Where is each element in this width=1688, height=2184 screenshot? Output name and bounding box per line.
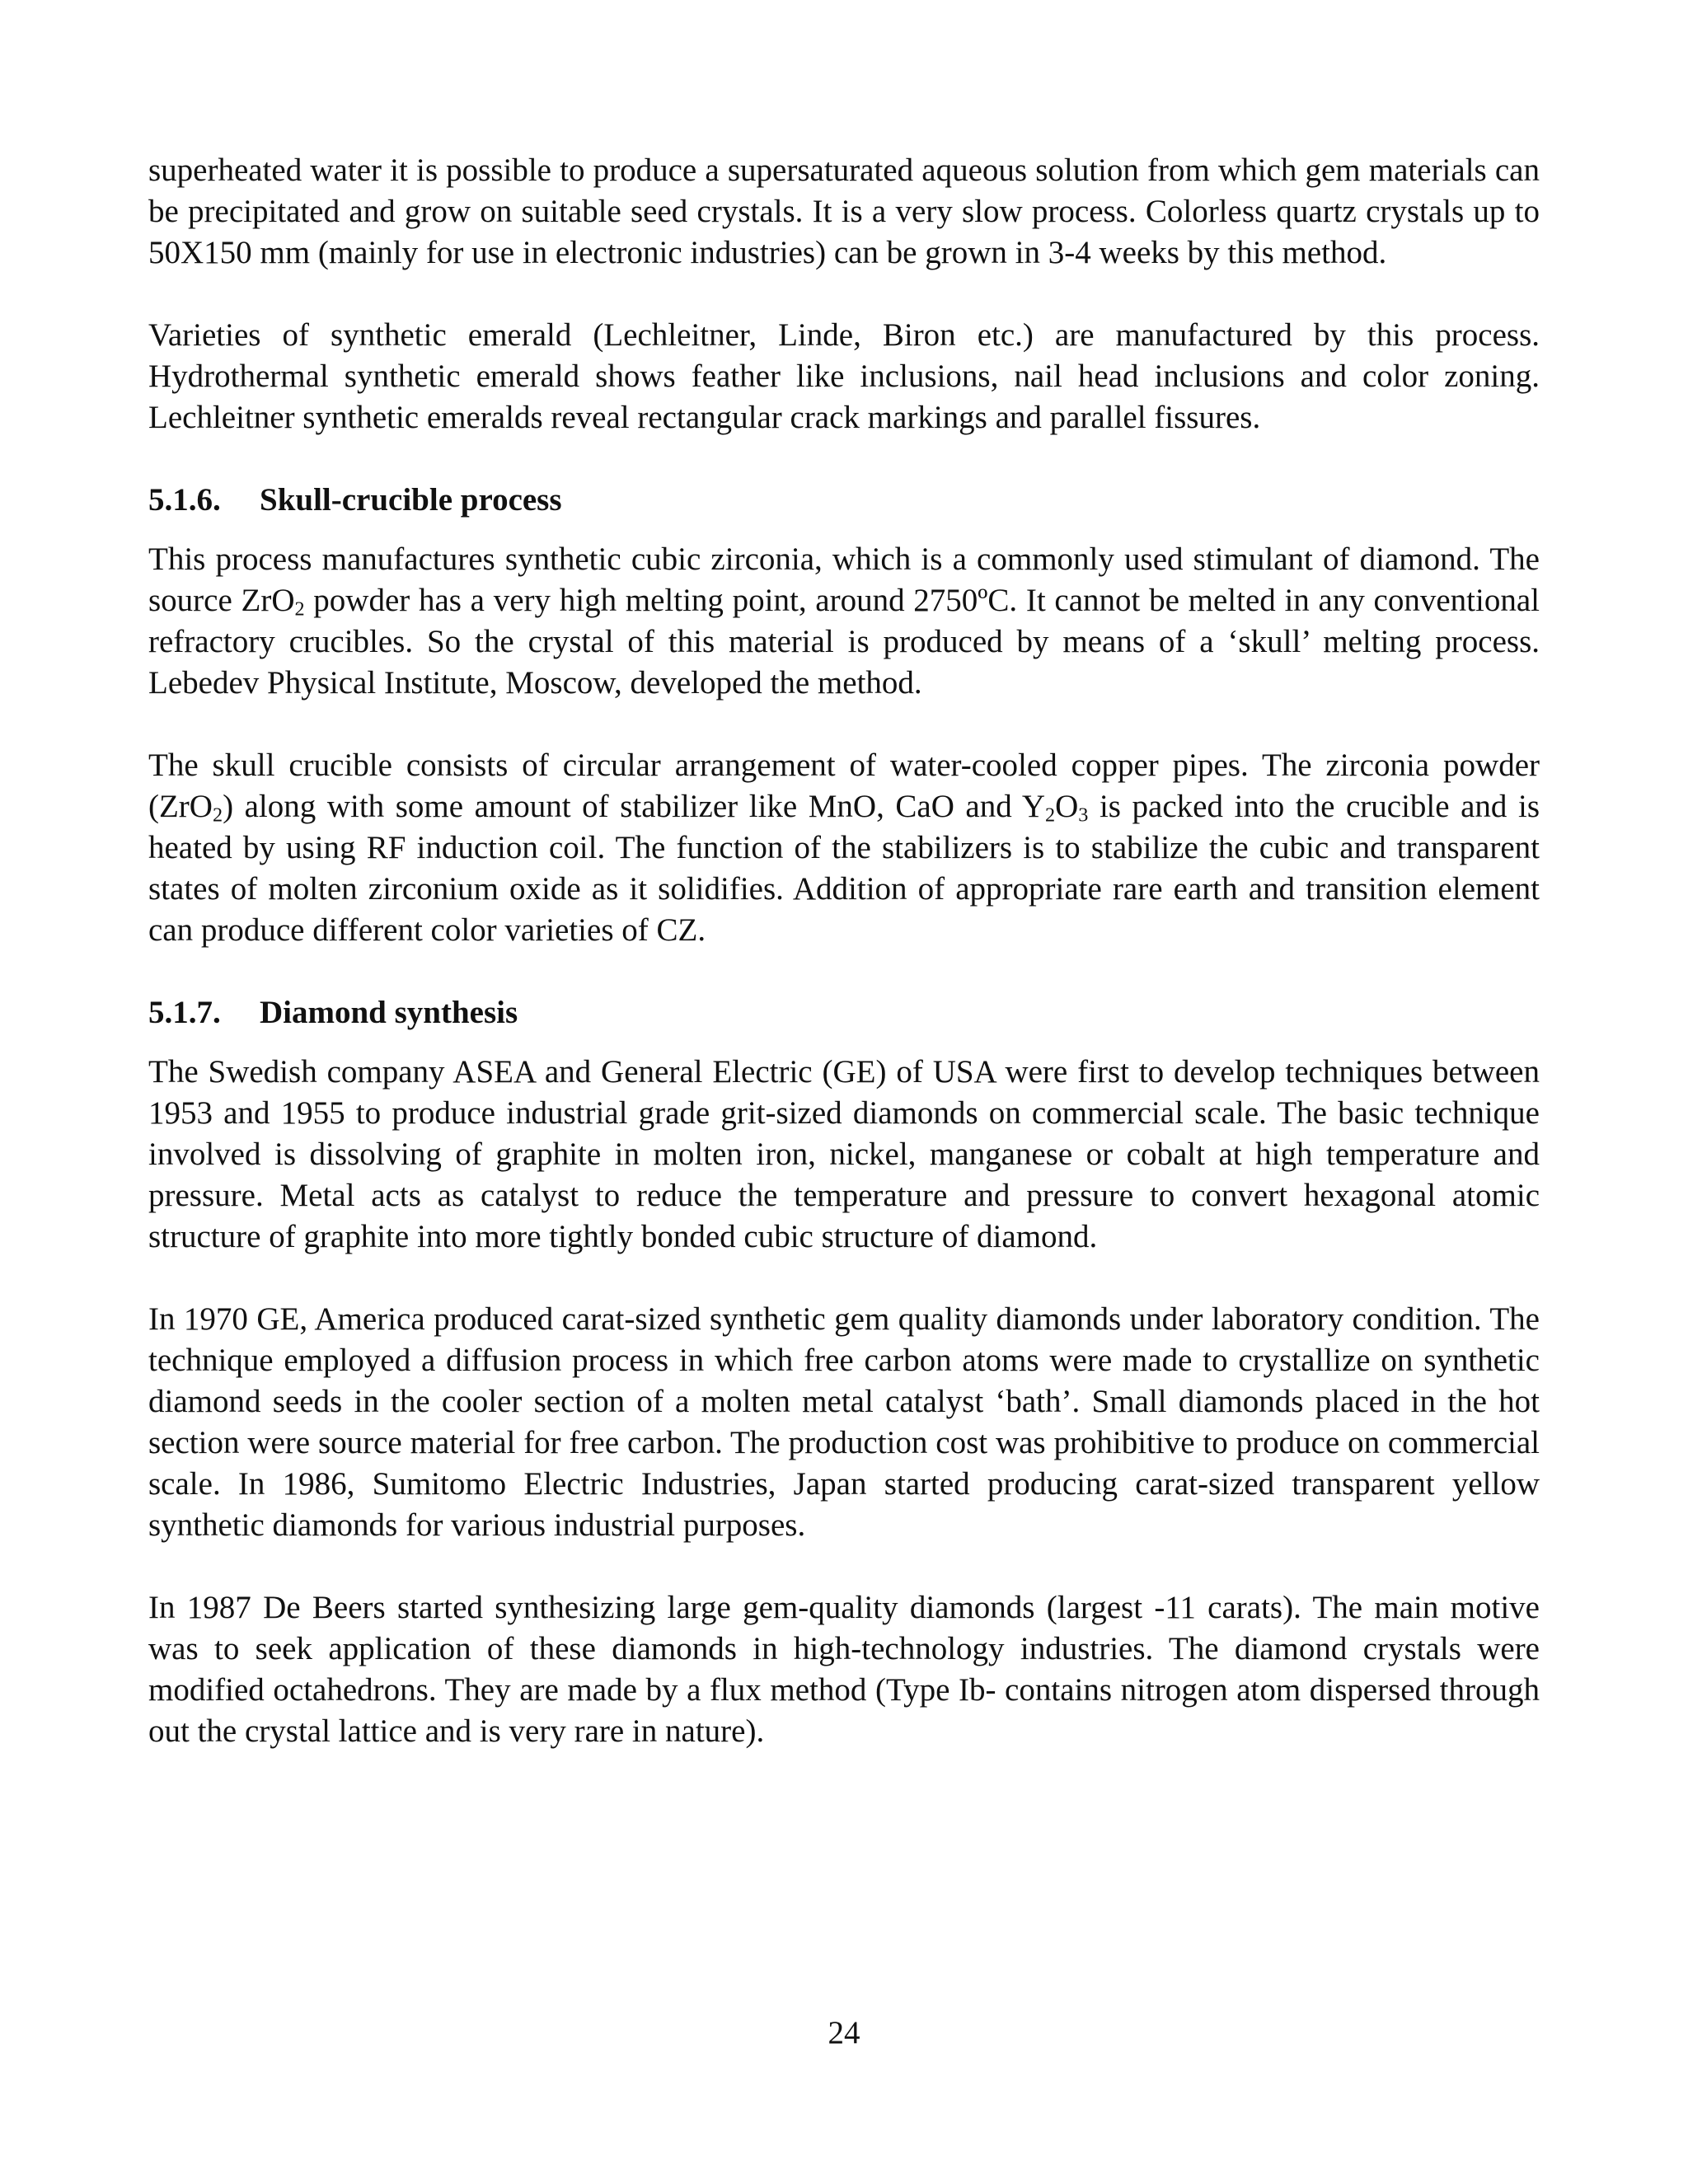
section-number: 5.1.7. bbox=[148, 995, 221, 1030]
paragraph-de-beers: In 1987 De Beers started synthesizing large gem-quality diamonds (largest -11 carats). The main motive was to seek application of these diamonds in high-technology industries. The diamond crystals were modified octahedrons. They are made by a flux method (Type Ib- contains nitrogen atom dispersed through out the crystal lattice and is very rare in nature). bbox=[148, 1590, 1540, 1749]
section-heading-skull-crucible bbox=[148, 480, 1540, 521]
paragraph-synthetic-emerald: Varieties of synthetic emerald (Lechleitner, Linde, Biron etc.) are manufactured by this process. Hydrothermal synthetic emerald shows feather like inclusions, nail head inclusions and color zoning. Lechleitner synthetic emeralds reveal rectangular crack markings and parallel fissures. bbox=[148, 317, 1540, 435]
subscript: 2 bbox=[1045, 804, 1056, 827]
section-heading-diamond-synthesis bbox=[148, 992, 1540, 1033]
text-run: ) along with some amount of stabilizer like MnO, CaO and Y bbox=[223, 789, 1046, 824]
paragraph-cubic-zirconia bbox=[148, 539, 1540, 704]
subscript: 2 bbox=[294, 598, 305, 621]
text-run: is packed into the crucible and is heated by using RF induction coil. The function of the stabilizers is to stabilize the cubic and transparent states of molten zirconium oxide as it solidifies. Addition of appropriate rare earth and transition element can produce different color varieties of CZ. bbox=[148, 789, 1540, 948]
text-run: O bbox=[1055, 789, 1079, 824]
paragraph-hydrothermal-intro: superheated water it is possible to produce a supersaturated aqueous solution from which gem materials can be precipitated and grow on suitable seed crystals. It is a very slow process. Colorless quartz crystals up to 50X150 mm (mainly for use in electronic industries) can be grown in 3-4 weeks by this method. bbox=[148, 152, 1540, 270]
subscript: 3 bbox=[1078, 804, 1089, 827]
text-run: powder has a very high melting point, around 2750ºC. It cannot be melted in any conventional refractory crucibles. So the crystal of this material is produced by means of a ‘skull’ melting process. Lebedev Physical Institute, Moscow, developed the method. bbox=[148, 583, 1540, 701]
page-number: 24 bbox=[828, 2015, 860, 2050]
text-run: This process manufactures synthetic cubic zirconia, which is a commonly used stimulant of diamond. The source ZrO bbox=[148, 541, 1540, 618]
section-title: Skull-crucible process bbox=[260, 482, 562, 518]
paragraph-ge-1970: In 1970 GE, America produced carat-sized synthetic gem quality diamonds under laboratory condition. The technique employed a diffusion process in which free carbon atoms were made to crystallize on synthetic diamond seeds in the cooler section of a molten metal catalyst ‘bath’. Small diamonds placed in the hot section were source material for free carbon. The production cost was prohibitive to produce on commercial scale. In 1986, Sumitomo Electric Industries, Japan started producing carat-sized transparent yellow synthetic diamonds for various industrial purposes. bbox=[148, 1301, 1540, 1543]
text-run: The skull crucible consists of circular arrangement of water-cooled copper pipes. The zirconia powder (ZrO bbox=[148, 748, 1540, 824]
page-content bbox=[148, 150, 1540, 1752]
paragraph-skull-crucible-construction bbox=[148, 745, 1540, 951]
section-number: 5.1.6. bbox=[148, 482, 221, 518]
section-title: Diamond synthesis bbox=[260, 995, 518, 1030]
subscript: 2 bbox=[212, 804, 223, 827]
paragraph-asea-ge: The Swedish company ASEA and General Electric (GE) of USA were first to develop techniques between 1953 and 1955 to produce industrial grade grit-sized diamonds on commercial scale. The basic technique involved is dissolving of graphite in molten iron, nickel, manganese or cobalt at high temperature and pressure. Metal acts as catalyst to reduce the temperature and pressure to convert hexagonal atomic structure of graphite into more tightly bonded cubic structure of diamond. bbox=[148, 1054, 1540, 1254]
